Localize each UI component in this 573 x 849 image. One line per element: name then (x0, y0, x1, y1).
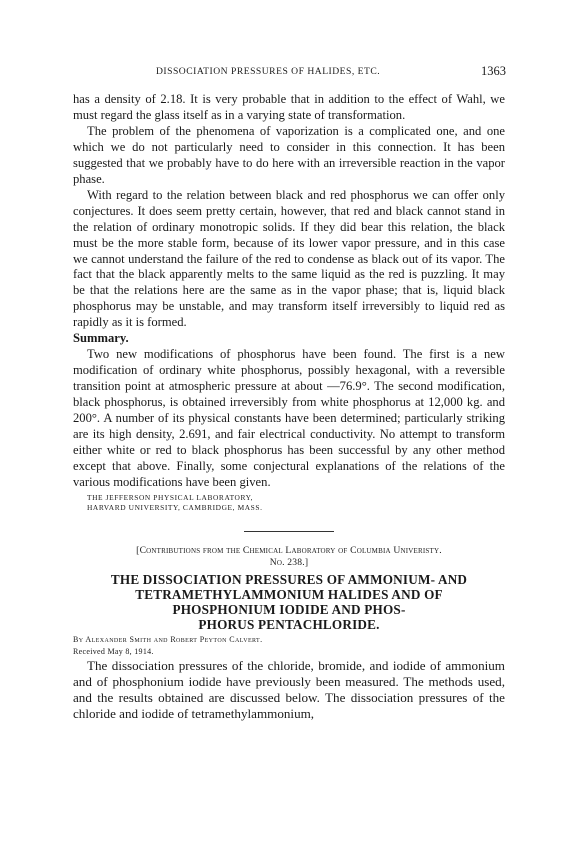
author-affiliation (87, 493, 505, 513)
article-title-line-2: TETRAMETHYLAMMONIUM HALIDES AND OF (135, 586, 443, 602)
summary-paragraph: Two new modifications of phosphorus have been found. The first is a new modification of ordinary white phosphorus, possibly hexagonal, with a reversible transition point at atmospheric pressure at about —76.9°. The second modification, black phosphorus, is obtained irreversibly from white phosphorus at 12,000 kg. and 200°. A number of its physical constants have been determined; particularly striking are its high density, 2.691, and fair electrical conductivity. No attempt to transform either white or red to black phosphorus has been successful by any other method except that above. Finally, some conjectural explanations of the relations of the various modifications have been given. (73, 347, 505, 489)
summary-heading: Summary. (73, 331, 129, 346)
article-title (73, 572, 505, 632)
contribution-number: No. 238.] (269, 556, 309, 568)
contribution-note (73, 545, 505, 569)
running-title: DISSOCIATION PRESSURES OF HALIDES, ETC. (156, 66, 381, 77)
affiliation-line-1: THE JEFFERSON PHYSICAL LABORATORY, (87, 492, 254, 502)
page-number: 1363 (481, 64, 506, 78)
running-head (73, 66, 505, 80)
article-title-line-4: PHORUS PENTACHLORIDE. (198, 616, 380, 632)
article-lead-paragraph: The dissociation pressures of the chloride, bromide, and iodide of ammonium and of phosphonium iodide have previously been measured. The methods used, and the results obtained are discussed below. The dissociation pressures of the chloride and iodide of tetramethylammonium, (73, 657, 505, 722)
section-divider (244, 531, 334, 532)
contribution-line: [Contributions from the Chemical Laboratory of Columbia Univeristy. (136, 544, 442, 556)
article-title-line-3: PHOSPHONIUM IODIDE AND PHOS- (172, 601, 406, 617)
paragraph-black-red-relation: With regard to the relation between black and red phosphorus we can offer only conjectures. It does seem pretty certain, however, that red and black cannot stand in the relation of ordinary monotropic solids. If they did bear this relation, the black must be the more stable form, because of its lower vapor pressure, and in this case we cannot understand the failure of the red to condense as black out of its vapor. The fact that the black apparently melts to the same liquid as the red is puzzling. It may be that the relations here are the same as in the vapor phase; that is, liquid black phosphorus may be unstable, and may transform itself irreversibly to liquid red as rapidly as it is formed. (73, 187, 505, 330)
page-body (73, 92, 505, 722)
received-date: Received May 8, 1914. (73, 646, 154, 656)
article-title-line-1: THE DISSOCIATION PRESSURES OF AMMONIUM- AND (110, 571, 468, 587)
affiliation-line-2: HARVARD UNIVERSITY, CAMBRIDGE, MASS. (87, 502, 263, 512)
paragraph-vaporization: The problem of the phenomena of vaporization is a complicated one, and one which we do not particularly need to consider in this connection. It has been suggested that we probably have to do here with an irreversible reaction in the vapor phase. (73, 123, 505, 186)
paragraph-continuation: has a density of 2.18. It is very probable that in addition to the effect of Wahl, we must regard the glass itself as in a varying state of transformation. (73, 92, 505, 122)
article-byline: By Alexander Smith and Robert Peyton Calvert. (73, 634, 263, 644)
